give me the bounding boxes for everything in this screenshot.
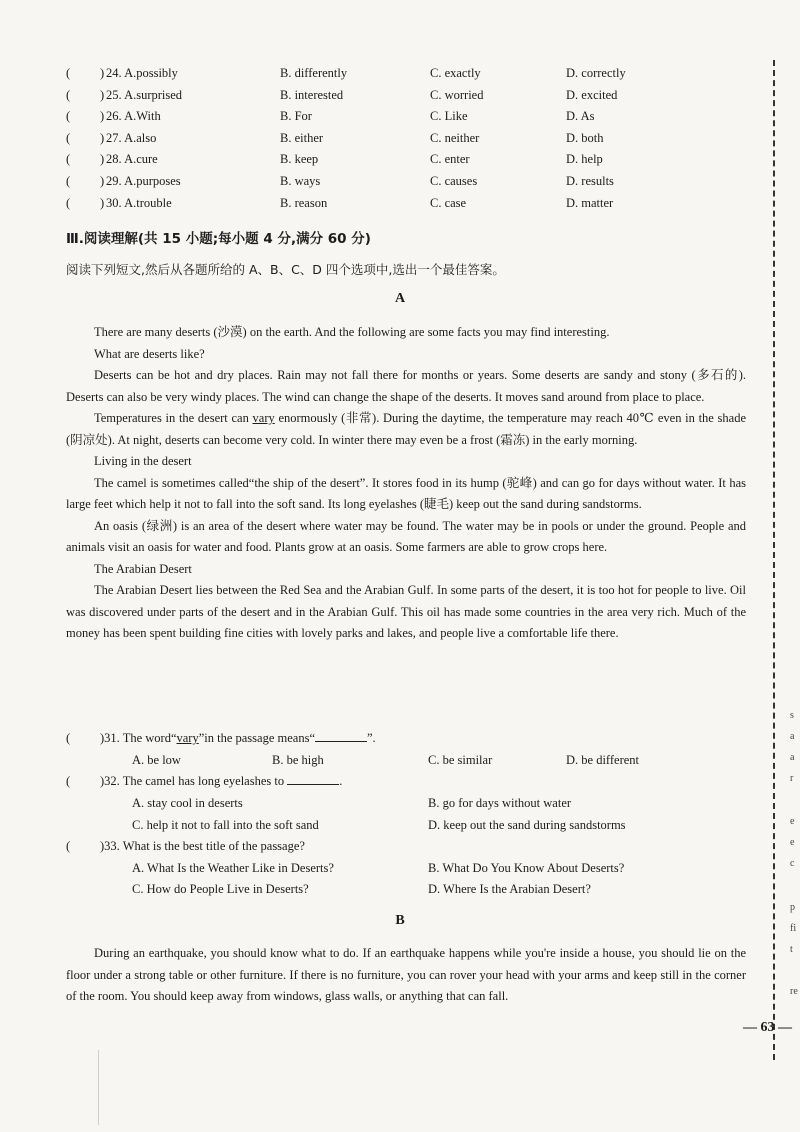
question-number: 30 — [106, 196, 119, 210]
question-number: 27 — [106, 131, 119, 145]
q33-option-a[interactable]: A. What Is the Weather Like in Deserts? — [132, 861, 334, 875]
passage-a-paragraph-3: The camel is sometimes called“the ship of the desert”. It stores food in its hump (驼峰) and can go for days without water. It has large feet which help it not to fall into the soft sand. Its long eyelashes (睫毛) keep out the sand during sandstorms. — [66, 475, 746, 511]
passage-a-title: A — [394, 291, 406, 306]
option-c[interactable]: C. Like — [430, 109, 468, 123]
option-b[interactable]: B. either — [280, 131, 324, 145]
answer-bracket[interactable]: ( — [66, 174, 71, 188]
cloze-row — [66, 196, 746, 216]
passage-b-body — [66, 943, 746, 1008]
option-b[interactable]: B. keep — [280, 152, 319, 166]
option-b[interactable]: B. differently — [280, 66, 348, 80]
q31-option-b[interactable]: B. be high — [272, 753, 324, 767]
option-c[interactable]: C. worried — [430, 88, 484, 102]
option-a[interactable]: A.With — [124, 109, 161, 123]
edge-letter: t — [790, 944, 793, 955]
edge-letter: a — [790, 731, 795, 742]
answer-bracket-31[interactable]: ( — [66, 731, 71, 745]
option-c[interactable]: C. exactly — [430, 66, 481, 80]
cloze-row — [66, 88, 746, 108]
cloze-row — [66, 131, 746, 151]
q31-stem-c: ”. — [367, 731, 376, 745]
q31-option-a[interactable]: A. be low — [132, 753, 181, 767]
q33-option-b[interactable]: B. What Do You Know About Deserts? — [428, 861, 625, 875]
separator: . — [118, 88, 125, 102]
passage-b-title: B — [395, 913, 405, 928]
option-c[interactable]: C. causes — [430, 174, 478, 188]
option-d[interactable]: D. matter — [566, 196, 614, 210]
edge-letter: r — [790, 773, 794, 784]
answer-bracket-close: ) — [100, 196, 105, 210]
answer-bracket-32[interactable]: ( — [66, 774, 71, 788]
answer-bracket[interactable]: ( — [66, 109, 71, 123]
option-a[interactable]: A.also — [124, 131, 157, 145]
edge-letter: re — [790, 986, 798, 997]
question-number: 29 — [106, 174, 119, 188]
passage-a-body — [66, 322, 746, 645]
section-instruction: 阅读下列短文,然后从各题所给的 A、B、C、D 四个选项中,选出一个最佳答案。 — [66, 262, 505, 277]
question-label — [106, 131, 156, 146]
option-c[interactable]: C. case — [430, 196, 467, 210]
answer-bracket-close: ) — [100, 88, 105, 102]
question-label — [106, 152, 158, 167]
answer-bracket[interactable]: ( — [66, 88, 71, 102]
separator: . — [118, 109, 125, 123]
cloze-row — [66, 174, 746, 194]
answer-bracket-33[interactable]: ( — [66, 839, 71, 853]
option-b[interactable]: B. ways — [280, 174, 321, 188]
separator: . — [118, 152, 125, 166]
q32-option-b[interactable]: B. go for days without water — [428, 796, 572, 810]
p2-underlined-word: vary — [252, 411, 275, 425]
q31-blank — [315, 731, 367, 742]
q31-underlined-word: vary — [176, 731, 199, 745]
answer-bracket-close: ) — [100, 152, 105, 166]
q31-stem-a: The word“ — [122, 731, 177, 745]
passage-a-subheading-2: Living in the desert — [94, 454, 192, 468]
question-number: 25 — [106, 88, 119, 102]
edge-letter: c — [790, 858, 795, 869]
passage-a-paragraph-2 — [66, 408, 746, 451]
q31-option-c[interactable]: C. be similar — [428, 753, 493, 767]
answer-bracket[interactable]: ( — [66, 196, 71, 210]
faint-margin-line — [98, 1050, 99, 1125]
passage-b-paragraph-1: During an earthquake, you should know what to do. If an earthquake happens while you're inside a house, you should lie on the floor under a strong table or other furniture. If there is no furniture, you can rover your head with your arms and keep still in the corner of the room. You should keep away from windows, glass walls, or anything that can fall. — [66, 946, 746, 1003]
option-a[interactable]: A.cure — [124, 152, 158, 166]
edge-letter: e — [790, 816, 795, 827]
separator: . — [118, 131, 125, 145]
option-d[interactable]: D. results — [566, 174, 614, 188]
edge-letter: s — [790, 710, 794, 721]
p2-text-before: Temperatures in the desert can — [94, 411, 253, 425]
cloze-row — [66, 152, 746, 172]
option-a[interactable]: A.possibly — [124, 66, 178, 80]
passage-a-paragraph-5: The Arabian Desert lies between the Red Sea and the Arabian Gulf. In some parts of the desert, it is too hot for people to live. Oil was discovered under parts of the desert and in the Arabian Gulf. This oil has made some countries in the area very rich. Much of the money has been spent building fine cities with lovely parks and lakes, and people live a comfortable life there. — [66, 583, 746, 640]
q32-blank — [287, 774, 339, 785]
q33-option-d[interactable]: D. Where Is the Arabian Desert? — [428, 882, 591, 896]
edge-letter: a — [790, 752, 795, 763]
edge-letter: p — [790, 902, 795, 913]
passage-a-paragraph-1: Deserts can be hot and dry places. Rain may not fall there for months or years. Some deserts are sandy and stony (多石的). Deserts can also be very windy places. The wind can change the shape of the deserts. It moves sand around from place to place. — [66, 368, 746, 404]
separator: . — [118, 174, 125, 188]
answer-bracket-close: ) — [100, 66, 105, 80]
question-label — [106, 196, 172, 211]
option-c[interactable]: C. enter — [430, 152, 470, 166]
option-b[interactable]: B. reason — [280, 196, 328, 210]
option-a[interactable]: A.purposes — [124, 174, 181, 188]
option-b[interactable]: B. For — [280, 109, 312, 123]
option-d[interactable]: D. both — [566, 131, 604, 145]
option-c[interactable]: C. neither — [430, 131, 480, 145]
answer-bracket[interactable]: ( — [66, 152, 71, 166]
binding-dashed-line — [773, 60, 775, 1060]
q33-stem: What is the best title of the passage? — [122, 839, 305, 853]
passage-a-intro: There are many deserts (沙漠) on the earth. And the following are some facts you may find interesting. — [94, 325, 610, 339]
page-number: — 63 — — [743, 1020, 792, 1035]
question-number-32: )32. — [100, 774, 120, 788]
q33-option-c[interactable]: C. How do People Live in Deserts? — [132, 882, 309, 896]
question-number: 28 — [106, 152, 119, 166]
passage-a-subheading-1: What are deserts like? — [94, 346, 205, 361]
q32-option-c[interactable]: C. help it not to fall into the soft sand — [132, 818, 319, 832]
separator: . — [118, 66, 125, 80]
q32-option-a[interactable]: A. stay cool in deserts — [132, 796, 243, 810]
option-d[interactable]: D. excited — [566, 88, 618, 102]
q31-stem-b: ”in the passage means“ — [198, 731, 315, 745]
option-d[interactable]: D. help — [566, 152, 603, 166]
option-b[interactable]: B. interested — [280, 88, 344, 102]
question-number-31: )31. — [100, 731, 120, 745]
option-d[interactable]: D. As — [566, 109, 595, 123]
question-label — [106, 88, 182, 103]
option-a[interactable]: A.trouble — [124, 196, 172, 210]
passage-a-paragraph-4: An oasis (绿洲) is an area of the desert where water may be found. The water may be in pools or under the ground. People and animals visit an oasis for water and food. Plants grow at an oasis. Some farmers are able to grow crops here. — [66, 518, 746, 554]
answer-bracket-close: ) — [100, 109, 105, 123]
q31-option-d[interactable]: D. be different — [566, 753, 640, 767]
answer-bracket[interactable]: ( — [66, 66, 71, 80]
q32-stem: The camel has long eyelashes to — [122, 774, 285, 788]
cloze-row — [66, 66, 746, 86]
p2-text-after: enormously (非常). During the daytime, the temperature may reach 40℃ even in the shade (阴凉处). At night, deserts can become very cold. In winter there may even be a frost (霜冻) in the early morning. — [66, 411, 746, 447]
cloze-row — [66, 109, 746, 129]
edge-letter: e — [790, 837, 795, 848]
answer-bracket[interactable]: ( — [66, 131, 71, 145]
answer-bracket-close: ) — [100, 174, 105, 188]
question-label — [106, 174, 181, 189]
question-number: 24 — [106, 66, 119, 80]
section-heading: Ⅲ.阅读理解(共 15 小题;每小题 4 分,满分 60 分) — [66, 231, 371, 247]
passage-a-subheading-3: The Arabian Desert — [94, 561, 192, 576]
separator: . — [118, 196, 125, 210]
question-label — [106, 66, 178, 81]
question-number: 26 — [106, 109, 119, 123]
option-d[interactable]: D. correctly — [566, 66, 626, 80]
option-a[interactable]: A.surprised — [124, 88, 183, 102]
q32-option-d[interactable]: D. keep out the sand during sandstorms — [428, 818, 626, 832]
q32-stem-end: . — [339, 774, 343, 788]
answer-bracket-close: ) — [100, 131, 105, 145]
question-label — [106, 109, 161, 124]
question-number-33: )33. — [100, 839, 120, 853]
edge-letter: fi — [790, 923, 797, 934]
